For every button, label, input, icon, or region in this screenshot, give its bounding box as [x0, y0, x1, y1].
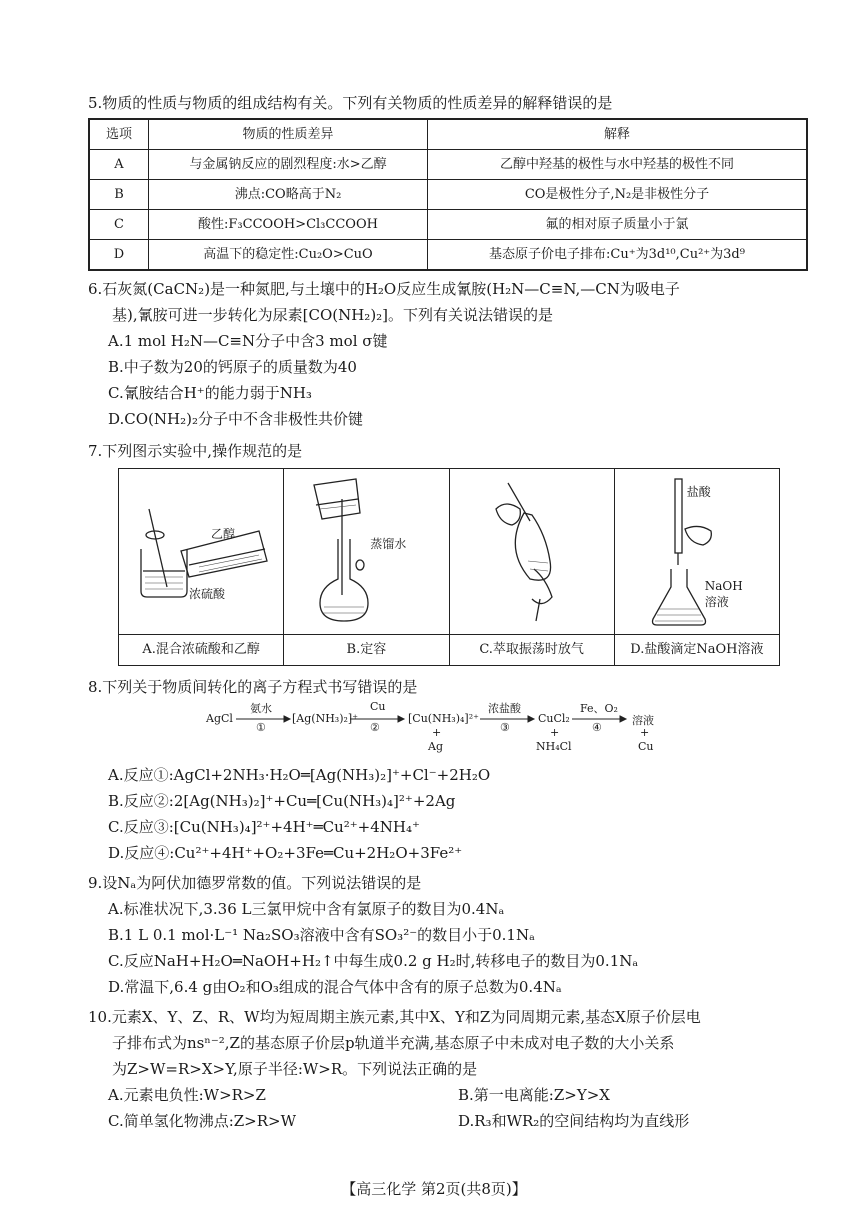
species-silver-ammine: [Ag(NH₃)₂]⁺	[292, 712, 358, 725]
q10-stem-line2: 子排布式为nsⁿ⁻²,Z的基态原子价层p轨道半充满,基态原子中未成对电子数的大小关系	[112, 1034, 675, 1052]
species-solution: 溶液	[632, 714, 654, 727]
option-d: D.CO(NH₂)₂分子中不含非极性共价键	[108, 410, 363, 428]
reagent-fe-o2: Fe、O₂	[580, 702, 618, 715]
table-cell: 氟的相对原子质量小于氯	[428, 210, 808, 240]
figure-b	[284, 469, 449, 665]
table-cell: 与金属钠反应的剧烈程度:水>乙醇	[149, 150, 428, 180]
option-a: A.1 mol H₂N—C≡N分子中含3 mol σ键	[108, 332, 388, 350]
q5-table	[88, 118, 808, 271]
table-cell: A	[89, 150, 149, 180]
option-d: D.R₃和WR₂的空间结构均为直线形	[458, 1112, 690, 1130]
question-9	[88, 870, 808, 1000]
option-a: A.标准状况下,3.36 L三氯甲烷中含有氯原子的数目为0.4Nₐ	[108, 900, 505, 918]
table-row	[89, 240, 807, 271]
reaction-scheme	[200, 702, 700, 762]
q7-figures	[118, 468, 780, 666]
reagent-ammonia: 氨水	[250, 702, 272, 715]
q6-stem-line2: 基),氰胺可进一步转化为尿素[CO(NH₂)₂]。下列有关说法错误的是	[112, 306, 554, 324]
volumetric-flask-illustration	[284, 469, 444, 635]
table-cell: CO是极性分子,N₂是非极性分子	[428, 180, 808, 210]
page-footer: 【高三化学 第2页(共8页)】	[341, 1180, 527, 1198]
step-2: ②	[370, 721, 380, 734]
q7-stem: 7.下列图示实验中,操作规范的是	[88, 442, 303, 460]
table-cell: D	[89, 240, 149, 271]
table-cell: 乙醇中羟基的极性与水中羟基的极性不同	[428, 150, 808, 180]
question-7	[88, 438, 808, 464]
step-4: ④	[592, 721, 602, 734]
q8-options	[88, 762, 808, 866]
q9-stem: 9.设Nₐ为阿伏加德罗常数的值。下列说法错误的是	[88, 874, 422, 892]
q8-stem: 8.下列关于物质间转化的离子方程式书写错误的是	[88, 678, 418, 696]
table-cell: 沸点:CO略高于N₂	[149, 180, 428, 210]
option-a: A.反应①:AgCl+2NH₃·H₂O═[Ag(NH₃)₂]⁺+Cl⁻+2H₂O	[108, 766, 491, 784]
table-row	[89, 210, 807, 240]
q10-stem-line3: 为Z>W=R>X>Y,原子半径:W>R。下列说法正确的是	[112, 1060, 478, 1078]
caption-a: A.混合浓硫酸和乙醇	[119, 634, 283, 665]
question-6	[88, 276, 808, 432]
q6-stem-line1: 6.石灰氮(CaCN₂)是一种氮肥,与土壤中的H₂O反应生成氰胺(H₂N—C≡N,—CN为吸电子	[88, 280, 680, 298]
scheme-arrows	[200, 702, 700, 762]
table-cell: 高温下的稳定性:Cu₂O>CuO	[149, 240, 428, 271]
figure-d	[615, 469, 779, 665]
option-b: B.中子数为20的钙原子的质量数为40	[108, 358, 357, 376]
separatory-funnel-illustration	[450, 469, 610, 635]
option-a: A.元素电负性:W>R>Z	[108, 1086, 266, 1104]
option-c: C.简单氢化物沸点:Z>R>W	[108, 1112, 297, 1130]
option-d: D.常温下,6.4 g由O₂和O₃组成的混合气体中含有的原子总数为0.4Nₐ	[108, 978, 562, 996]
species-ag: Ag	[428, 740, 443, 753]
label-conc-sulfuric-acid: 浓硫酸	[189, 587, 226, 601]
label-naoh: NaOH	[704, 579, 743, 593]
table-header: 解释	[428, 119, 808, 150]
option-c: C.反应③:[Cu(NH₃)₄]²⁺+4H⁺═Cu²⁺+4NH₄⁺	[108, 818, 420, 836]
species-cu: Cu	[638, 740, 654, 753]
reagent-conc-hcl: 浓盐酸	[488, 702, 521, 715]
table-row	[89, 150, 807, 180]
species-nh4cl: NH₄Cl	[536, 740, 572, 753]
option-b: B.1 L 0.1 mol·L⁻¹ Na₂SO₃溶液中含有SO₃²⁻的数目小于0.1Nₐ	[108, 926, 535, 944]
label-hydrochloric-acid: 盐酸	[686, 485, 711, 499]
figure-c	[450, 469, 615, 665]
plus-sign: +	[640, 726, 650, 739]
question-5	[88, 90, 808, 271]
question-8	[88, 674, 808, 700]
label-ethanol: 乙醇	[211, 527, 236, 541]
label-distilled-water: 蒸馏水	[370, 537, 407, 551]
question-10	[88, 1004, 808, 1134]
species-agcl: AgCl	[206, 712, 233, 725]
caption-d: D.盐酸滴定NaOH溶液	[615, 634, 779, 665]
reagent-cu: Cu	[370, 700, 386, 713]
q10-stem-line1: 10.元素X、Y、Z、R、W均为短周期主族元素,其中X、Y和Z为同周期元素,基态X原子价层电	[88, 1008, 701, 1026]
option-d: D.反应④:Cu²⁺+4H⁺+O₂+3Fe═Cu+2H₂O+3Fe²⁺	[108, 844, 463, 862]
plus-sign: +	[432, 726, 442, 739]
options-row-1	[88, 1082, 808, 1108]
table-cell: 酸性:F₃CCOOH>Cl₃CCOOH	[149, 210, 428, 240]
mixing-illustration	[119, 469, 295, 635]
caption-b: B.定容	[284, 634, 448, 665]
option-b: B.第一电离能:Z>Y>X	[458, 1086, 610, 1104]
option-c: C.氰胺结合H⁺的能力弱于NH₃	[108, 384, 312, 402]
table-row	[89, 180, 807, 210]
step-1: ①	[256, 721, 266, 734]
option-c: C.反应NaH+H₂O═NaOH+H₂↑中每生成0.2 g H₂时,转移电子的数目为0.1Nₐ	[108, 952, 639, 970]
table-header: 物质的性质差异	[149, 119, 428, 150]
caption-c: C.萃取振荡时放气	[450, 634, 614, 665]
plus-sign: +	[550, 726, 560, 739]
step-3: ③	[500, 721, 510, 734]
table-cell: 基态原子价电子排布:Cu⁺为3d¹⁰,Cu²⁺为3d⁹	[428, 240, 808, 271]
figure-a	[119, 469, 284, 665]
q5-stem: 5.物质的性质与物质的组成结构有关。下列有关物质的性质差异的解释错误的是	[88, 94, 613, 112]
table-header: 选项	[89, 119, 149, 150]
option-b: B.反应②:2[Ag(NH₃)₂]⁺+Cu═[Cu(NH₃)₄]²⁺+2Ag	[108, 792, 456, 810]
label-solution: 溶液	[704, 595, 729, 609]
table-cell: C	[89, 210, 149, 240]
species-copper-ammine: [Cu(NH₃)₄]²⁺	[408, 712, 479, 725]
options-row-2	[88, 1108, 808, 1134]
table-cell: B	[89, 180, 149, 210]
species-cucl2: CuCl₂	[538, 712, 570, 725]
